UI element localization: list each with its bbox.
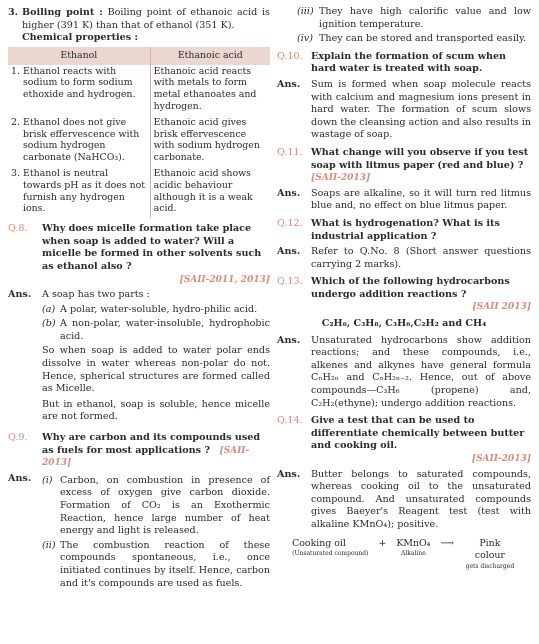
comparison-table: [8, 47, 270, 218]
sub-text: A non-polar, water-insoluble, hydrophobic acid.: [60, 318, 270, 342]
answer-11: [277, 188, 531, 213]
sub-label: (ii): [42, 539, 56, 551]
sub-text: A polar, water-soluble, hydro-philic acid.: [60, 303, 258, 315]
answer-label: Ans.: [277, 78, 301, 90]
answer-text: Soaps are alkaline, so it will turn red litmus blue and, no effect on blue litmus paper.: [311, 187, 531, 212]
question-13: [277, 276, 531, 314]
reactant-cooking-oil: Cooking oil: [292, 537, 346, 549]
reactant-note: Alkaline: [401, 550, 426, 558]
reaction-arrow-icon: ⟶: [440, 537, 454, 549]
sub-text: Carbon, on combustion in presence of excess of oxygen give carbon dioxide. Formation of CO₂ is an Exothermic Reaction, hence large number of heat energy and light is released.: [60, 474, 270, 537]
item-text: Boiling point of ethanoic acid is higher (391 K) than that of ethanol (351 K).: [22, 7, 270, 31]
row-number: 2.: [11, 116, 20, 128]
answer-10: [277, 79, 531, 142]
answer-text: Refer to Q.No. 8 (Short answer questions carrying 2 marks).: [311, 246, 531, 270]
sub-label: (b): [42, 318, 56, 330]
answer-label: Ans.: [277, 334, 301, 346]
question-10: [277, 51, 531, 76]
question-12: [277, 218, 531, 243]
ethanoic-acid-cell: Ethanoic acid shows acidic behaviour although it is a weak acid.: [150, 167, 270, 218]
question-text: Explain the formation of scum when hard water is treated with soap.: [311, 50, 507, 75]
question-number: Q.13.: [277, 276, 303, 288]
question-number: Q.8.: [8, 223, 28, 235]
answer-label: Ans.: [277, 246, 301, 258]
answer-14: [277, 469, 531, 532]
answer-label: Ans.: [277, 187, 301, 199]
exam-tag: [SAII-2013]: [471, 454, 531, 464]
hydrocarbon-formulas: C₂H₆, C₃H₈, C₃H₆,C₂H₂ and CH₄: [321, 318, 487, 330]
sub-label: (i): [42, 474, 53, 486]
row-number: 3.: [11, 167, 20, 179]
sub-label: (iii): [297, 6, 314, 17]
answer-9: [8, 473, 270, 592]
ethanol-cell: Ethanol is neutral towards pH as it does not furnish any hydrogen ions.: [23, 167, 146, 215]
product-note: gets discharged: [465, 562, 515, 570]
reaction-equation: [277, 538, 531, 570]
answer-paragraph: But in ethanol, soap is soluble, hence micelle are not formed.: [42, 398, 270, 423]
question-number: Q.11.: [277, 146, 303, 158]
question-14: [277, 415, 531, 465]
table-row: [8, 65, 270, 116]
question-text: What is hydrogenation? What is its industrial application ?: [311, 217, 500, 242]
ethanol-cell: Ethanol does not give brisk effervescence with sodium hydrogen carbonate (NaHCO₃).: [23, 116, 140, 164]
boiling-point-item: [8, 7, 270, 32]
question-text: Why are carbon and its compounds used as fuels for most applications ?: [42, 432, 261, 456]
answer-label: Ans.: [8, 289, 32, 301]
answer-text: Unsaturated hydrocarbons show addition reactions; and these compounds, i.e., alkenes and alkynes have general formula CₙH₂ₙ and CₙH₂ₙ₋₂. Hence, out of above compounds—C₃H₆ (propene) and, C₂H₂(ethyne); undergo addition reactions.: [311, 334, 531, 409]
answer-label: Ans.: [8, 472, 32, 484]
question-number: Q.12.: [277, 217, 303, 229]
question-text: What change will you observe if you test soap with litmus paper (red and blue) ?: [311, 146, 529, 171]
answer-lead: A soap has two parts :: [42, 289, 150, 301]
table-header-ethanoic-acid: Ethanoic acid: [150, 47, 270, 65]
table-row: [8, 167, 270, 218]
sub-text: They have high calorific value and low ignition temperature.: [319, 6, 531, 30]
question-text: Which of the following hydrocarbons undergo addition reactions ?: [311, 276, 510, 300]
sub-text: They can be stored and transported easily.: [319, 33, 527, 45]
question-8: [8, 223, 270, 286]
answer-13: [277, 335, 531, 411]
question-number: Q.14.: [277, 415, 303, 427]
question-text: Give a test that can be used to differentiate chemically between butter and cooking oil.: [311, 415, 525, 452]
question-11: [277, 147, 531, 185]
sub-text: The combustion reaction of these compounds spontaneous, i.e., once initiated continues by itself. Hence, carbon and it's compounds are used as fuels.: [60, 539, 270, 589]
answer-label: Ans.: [277, 468, 301, 480]
table-header-ethanol: Ethanol: [8, 47, 150, 65]
chemical-properties-heading: Chemical properties :: [22, 32, 139, 44]
exam-tag: [SAII-2013]: [311, 173, 371, 184]
question-text: Why does micelle formation take place when soap is added to water? Will a micelle be formed in other solvents such as ethanol also ?: [42, 223, 262, 272]
question-number: Q.9.: [8, 432, 28, 444]
answer-text: Sum is formed when soap molecule reacts with calcium and magnesium ions present in hard water. The formation of scum slows down the cleansing action and also results in wastage of soap.: [311, 78, 531, 141]
sub-label: (iv): [297, 33, 313, 45]
item-number: 3.: [8, 7, 19, 18]
ethanol-cell: Ethanol reacts with sodium to form sodium ethoxide and hydrogen.: [23, 65, 136, 101]
answer-paragraph: So when soap is added to water polar ends dissolve in water whereas non-polar do not. Hence, spherical structures are formed called as Micelle.: [42, 345, 270, 395]
table-row: [8, 116, 270, 167]
item-label: Boiling point :: [22, 7, 103, 18]
left-column: [8, 4, 270, 592]
product-pink-colour: Pink colour: [474, 537, 505, 562]
exam-tag: [SAII 2013]: [472, 302, 531, 313]
question-9: [8, 432, 270, 470]
exam-tag: [SAII-2011, 2013]: [179, 274, 270, 285]
right-column: [277, 4, 531, 570]
ethanoic-acid-cell: Ethanoic acid reacts with metals to form metal ethanoates and hydrogen.: [150, 65, 270, 116]
ethanoic-acid-cell: Ethanoic acid gives brisk effervescence with sodium hydrogen carbonate.: [150, 116, 270, 167]
sub-label: (a): [42, 303, 56, 315]
reactant-note: (Unsaturated compound): [292, 550, 369, 558]
answer-8: [8, 289, 270, 427]
answer-text: Butter belongs to saturated compounds, whereas cooking oil to the unsaturated compound. And unsaturated compounds gives Baeyer's Reagent test (test with alkaline KMnO₄); positive.: [311, 468, 531, 530]
plus-sign: +: [378, 537, 387, 549]
question-number: Q.10.: [277, 50, 303, 62]
reactant-kmno4: KMnO₄: [396, 537, 431, 549]
row-number: 1.: [11, 65, 20, 77]
exam-tag: [SAII-2013]: [42, 445, 250, 469]
answer-12: [277, 246, 531, 271]
